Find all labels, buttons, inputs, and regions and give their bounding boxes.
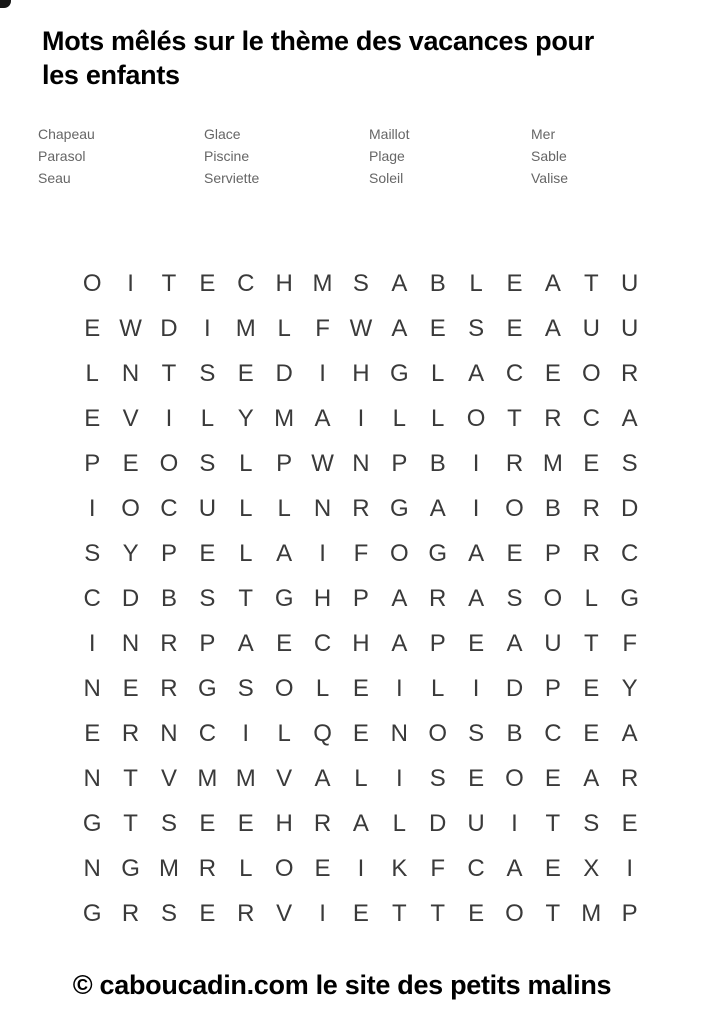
word-item: Parasol — [38, 148, 86, 164]
grid-cell: O — [274, 674, 294, 702]
grid-cell: E — [84, 314, 101, 342]
word-list-column — [369, 123, 531, 189]
grid-cell: N — [121, 359, 140, 387]
grid-cell: U — [198, 494, 217, 522]
grid-cell: O — [581, 359, 601, 387]
grid-cell: R — [620, 359, 639, 387]
page-title-line-1: Mots mêlés sur le thème des vacances pour — [42, 26, 594, 56]
grid-cell: O — [82, 269, 102, 297]
grid-cell: V — [276, 899, 293, 927]
grid-cell: D — [429, 809, 447, 837]
grid-cell: M — [235, 764, 256, 792]
grid-cell: A — [468, 539, 485, 567]
grid-cell: R — [160, 629, 178, 657]
grid-cell: T — [391, 899, 407, 927]
grid-cell: R — [237, 899, 255, 927]
grid-cell: B — [429, 449, 446, 477]
grid-cell: L — [469, 269, 483, 297]
grid-cell: H — [275, 809, 293, 837]
word-item: Soleil — [369, 170, 404, 186]
grid-cell: E — [506, 314, 523, 342]
grid-cell: Q — [313, 719, 332, 747]
word-item: Sable — [531, 148, 567, 164]
grid-cell: V — [160, 764, 177, 792]
grid-cell: G — [82, 899, 102, 927]
word-item: Chapeau — [38, 126, 95, 142]
word-item: Serviette — [204, 170, 260, 186]
grid-cell: F — [353, 539, 369, 567]
word-item: Plage — [369, 148, 405, 164]
grid-cell: I — [127, 269, 134, 297]
grid-cell: P — [391, 449, 408, 477]
grid-cell: R — [121, 719, 140, 747]
grid-cell: R — [352, 494, 370, 522]
grid-cell: E — [544, 854, 561, 882]
grid-cell: I — [204, 314, 211, 342]
grid-cell: I — [357, 404, 365, 432]
grid-cell: E — [506, 269, 523, 297]
grid-cell: E — [544, 359, 561, 387]
grid-cell: T — [161, 359, 177, 387]
grid-cell: S — [506, 584, 523, 612]
grid-cell: A — [621, 719, 638, 747]
grid-cell: E — [84, 719, 101, 747]
grid-cell: E — [468, 764, 485, 792]
grid-cell: C — [620, 539, 639, 567]
grid-cell: S — [199, 584, 216, 612]
grid-cell: I — [242, 719, 250, 747]
grid-cell: A — [391, 314, 408, 342]
grid-cell: P — [621, 899, 638, 927]
word-list-column — [531, 123, 691, 189]
grid-cell: A — [314, 404, 331, 432]
grid-cell: A — [583, 764, 600, 792]
grid-cell: M — [542, 449, 563, 477]
grid-cell: T — [430, 899, 446, 927]
grid-cell: L — [431, 359, 445, 387]
grid-cell: P — [352, 584, 369, 612]
grid-cell: P — [199, 629, 216, 657]
grid-cell: A — [276, 539, 293, 567]
grid-cell: I — [472, 449, 480, 477]
grid-cell: D — [160, 314, 178, 342]
grid-cell: O — [505, 494, 524, 522]
grid-cell: P — [84, 449, 101, 477]
word-item: Mer — [531, 126, 556, 142]
grid-cell: E — [544, 764, 561, 792]
grid-cell: O — [505, 899, 524, 927]
grid-cell: N — [313, 494, 332, 522]
grid-cell: W — [311, 449, 334, 477]
word-list-column — [204, 123, 369, 189]
grid-cell: M — [581, 899, 602, 927]
grid-cell: I — [395, 674, 403, 702]
grid-cell: T — [583, 629, 599, 657]
grid-cell: E — [468, 629, 485, 657]
grid-cell: I — [88, 494, 96, 522]
grid-cell: S — [468, 314, 485, 342]
grid-cell: E — [84, 404, 101, 432]
grid-cell: C — [198, 719, 217, 747]
grid-cell: A — [544, 269, 561, 297]
grid-cell: P — [429, 629, 446, 657]
grid-cell: O — [543, 584, 563, 612]
grid-cell: A — [352, 809, 369, 837]
grid-cell: E — [429, 314, 446, 342]
grid-cell: S — [621, 449, 638, 477]
grid-cell: N — [83, 854, 101, 882]
grid-cell: C — [505, 359, 524, 387]
grid-cell: C — [83, 584, 101, 612]
grid-cell: E — [237, 359, 254, 387]
grid-cell: H — [275, 269, 293, 297]
grid-cell: S — [468, 719, 485, 747]
grid-cell: L — [239, 449, 253, 477]
grid-cell: N — [121, 629, 140, 657]
grid-cell: E — [621, 809, 638, 837]
word-item: Piscine — [204, 148, 250, 164]
grid-cell: G — [82, 809, 102, 837]
grid-cell: R — [582, 539, 600, 567]
grid-cell: O — [159, 449, 179, 477]
grid-cell: E — [122, 674, 139, 702]
grid-cell: O — [274, 854, 294, 882]
grid-cell: N — [390, 719, 408, 747]
grid-cell: S — [583, 809, 600, 837]
grid-cell: O — [505, 764, 524, 792]
grid-cell: L — [277, 494, 291, 522]
grid-cell: I — [472, 494, 480, 522]
grid-cell: Y — [122, 539, 139, 567]
grid-cell: V — [276, 764, 293, 792]
grid-cell: R — [505, 449, 524, 477]
grid-cell: M — [158, 854, 179, 882]
grid-cell: P — [544, 539, 561, 567]
grid-cell: M — [312, 269, 333, 297]
grid-cell: O — [428, 719, 448, 747]
grid-cell: T — [545, 809, 561, 837]
grid-cell: S — [84, 539, 101, 567]
grid-cell: D — [275, 359, 293, 387]
grid-cell: L — [354, 764, 368, 792]
grid-cell: D — [620, 494, 639, 522]
page-title — [42, 24, 692, 92]
grid-cell: N — [83, 674, 101, 702]
grid-cell: S — [199, 359, 216, 387]
grid-cell: L — [200, 404, 215, 432]
grid-cell: N — [160, 719, 178, 747]
grid-cell: G — [121, 854, 140, 882]
grid-cell: E — [199, 539, 216, 567]
grid-cell: E — [199, 809, 216, 837]
grid-cell: L — [239, 539, 253, 567]
grid-cell: E — [314, 854, 331, 882]
grid-cell: B — [429, 269, 446, 297]
grid-cell: L — [584, 584, 598, 612]
grid-cell: A — [391, 584, 408, 612]
grid-cell: M — [274, 404, 295, 432]
grid-cell: F — [315, 314, 330, 342]
grid-cell: F — [430, 854, 446, 882]
grid-cell: U — [582, 314, 600, 342]
grid-cell: D — [505, 674, 524, 702]
grid-cell: G — [620, 584, 639, 612]
grid-cell: C — [582, 404, 600, 432]
grid-cell: I — [511, 809, 518, 837]
word-item: Glace — [204, 126, 241, 142]
grid-cell: E — [352, 899, 369, 927]
grid-cell: I — [88, 629, 96, 657]
page-title-line-2: les enfants — [42, 60, 180, 90]
grid-cell: A — [391, 629, 408, 657]
word-list — [38, 123, 691, 189]
grid-cell: R — [313, 809, 332, 837]
footer-credit: © caboucadin.com le site des petits malins — [72, 970, 612, 1000]
grid-cell: K — [391, 854, 408, 882]
grid-cell: T — [545, 899, 561, 927]
grid-cell: E — [352, 674, 369, 702]
grid-cell: I — [472, 674, 480, 702]
grid-cell: X — [583, 854, 600, 882]
grid-cell: I — [319, 899, 326, 927]
grid-cell: S — [352, 269, 369, 297]
grid-cell: N — [83, 764, 101, 792]
grid-cell: A — [468, 584, 485, 612]
grid-cell: R — [429, 584, 447, 612]
grid-cell: E — [237, 809, 254, 837]
grid-cell: N — [352, 449, 370, 477]
grid-cell: I — [319, 359, 326, 387]
word-list-column — [38, 123, 204, 189]
grid-cell: M — [235, 314, 256, 342]
grid-cell: A — [506, 629, 523, 657]
grid-cell: O — [389, 539, 409, 567]
grid-cell: L — [85, 359, 99, 387]
grid-cell: W — [349, 314, 373, 342]
letter-grid — [73, 261, 649, 936]
grid-cell: E — [276, 629, 293, 657]
grid-cell: S — [199, 449, 216, 477]
word-item: Seau — [38, 170, 71, 186]
grid-cell: U — [620, 269, 639, 297]
grid-cell: G — [428, 539, 448, 567]
grid-cell: L — [392, 404, 406, 432]
grid-cell: E — [583, 719, 600, 747]
grid-cell: G — [389, 494, 409, 522]
grid-cell: V — [122, 404, 139, 432]
grid-cell: E — [199, 899, 216, 927]
grid-cell: R — [620, 764, 639, 792]
grid-cell: D — [121, 584, 140, 612]
grid-cell: U — [467, 809, 485, 837]
grid-cell: W — [119, 314, 142, 342]
grid-cell: U — [544, 629, 562, 657]
grid-cell: G — [198, 674, 217, 702]
grid-cell: I — [395, 764, 403, 792]
grid-cell: H — [352, 629, 370, 657]
grid-cell: L — [239, 854, 253, 882]
grid-cell: R — [544, 404, 562, 432]
grid-cell: E — [468, 899, 485, 927]
grid-cell: A — [468, 359, 485, 387]
grid-cell: A — [314, 764, 331, 792]
grid-cell: T — [123, 809, 138, 837]
grid-cell: L — [431, 404, 445, 432]
grid-cell: I — [165, 404, 173, 432]
grid-cell: T — [583, 269, 599, 297]
grid-cell: L — [392, 809, 406, 837]
grid-cell: T — [161, 269, 177, 297]
grid-cell: L — [431, 674, 445, 702]
grid-cell: G — [389, 359, 409, 387]
grid-cell: B — [544, 494, 561, 522]
grid-cell: P — [276, 449, 293, 477]
grid-cell: L — [315, 674, 330, 702]
grid-cell: F — [622, 629, 637, 657]
grid-cell: S — [160, 809, 177, 837]
grid-cell: O — [121, 494, 140, 522]
grid-cell: Y — [237, 404, 254, 432]
grid-cell: I — [626, 854, 633, 882]
grid-cell: A — [391, 269, 408, 297]
grid-cell: M — [197, 764, 218, 792]
grid-cell: C — [160, 494, 178, 522]
grid-cell: O — [466, 404, 486, 432]
grid-cell: P — [544, 674, 561, 702]
grid-cell: S — [429, 764, 446, 792]
scan-artifact — [0, 0, 11, 8]
word-item: Valise — [531, 170, 569, 186]
grid-cell: R — [160, 674, 178, 702]
grid-cell: H — [352, 359, 370, 387]
grid-cell: B — [160, 584, 177, 612]
grid-cell: L — [277, 314, 291, 342]
grid-cell: C — [467, 854, 485, 882]
grid-cell: I — [319, 539, 326, 567]
grid-cell: C — [544, 719, 562, 747]
grid-cell: A — [237, 629, 254, 657]
grid-cell: A — [544, 314, 561, 342]
grid-cell: E — [583, 674, 600, 702]
grid-cell: E — [352, 719, 369, 747]
grid-cell: A — [621, 404, 638, 432]
grid-cell: R — [198, 854, 217, 882]
grid-cell: C — [313, 629, 332, 657]
grid-cell: Y — [621, 674, 638, 702]
grid-cell: T — [238, 584, 254, 612]
grid-cell: A — [506, 854, 523, 882]
grid-cell: S — [237, 674, 254, 702]
grid-cell: E — [506, 539, 523, 567]
grid-cell: A — [429, 494, 446, 522]
grid-cell: L — [277, 719, 291, 747]
grid-cell: E — [122, 449, 139, 477]
word-item: Maillot — [369, 126, 410, 142]
grid-cell: R — [582, 494, 600, 522]
grid-cell: S — [160, 899, 177, 927]
grid-cell: C — [237, 269, 255, 297]
grid-cell: H — [313, 584, 332, 612]
grid-cell: U — [620, 314, 639, 342]
grid-cell: R — [121, 899, 140, 927]
grid-cell: B — [506, 719, 523, 747]
grid-cell: T — [507, 404, 522, 432]
grid-cell: L — [239, 494, 253, 522]
grid-cell: P — [160, 539, 177, 567]
grid-cell: G — [274, 584, 294, 612]
grid-cell: I — [357, 854, 365, 882]
grid-cell: T — [123, 764, 138, 792]
grid-cell: E — [583, 449, 600, 477]
grid-cell: E — [199, 269, 216, 297]
